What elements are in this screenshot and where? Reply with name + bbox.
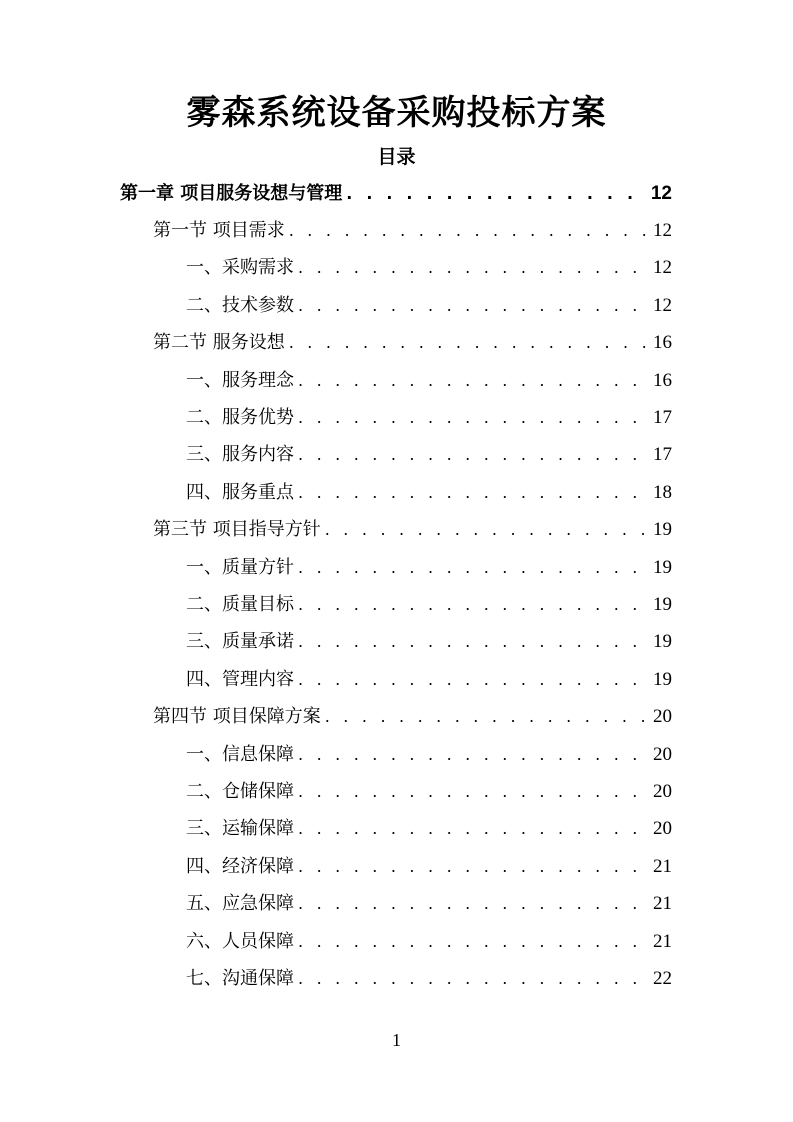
toc-entry-page: 20 bbox=[653, 706, 672, 728]
toc-entry-page: 17 bbox=[653, 407, 672, 429]
toc-entry[interactable] bbox=[153, 325, 672, 362]
toc-entry-title: 二、技术参数 bbox=[186, 294, 294, 316]
toc-dot-leader bbox=[298, 481, 649, 505]
toc-entry-title: 二、质量目标 bbox=[186, 594, 294, 616]
toc-entry[interactable] bbox=[186, 773, 672, 810]
toc-dot-leader bbox=[298, 294, 649, 318]
toc-entry-title: 第四节 项目保障方案 bbox=[153, 706, 321, 728]
toc-entry[interactable] bbox=[186, 960, 672, 997]
toc-dot-leader bbox=[298, 556, 649, 580]
toc-entry-page: 19 bbox=[653, 594, 672, 616]
toc-dot-leader bbox=[298, 967, 649, 991]
toc-entry-page: 19 bbox=[653, 668, 672, 690]
toc-entry[interactable] bbox=[186, 736, 672, 773]
toc-entry[interactable] bbox=[186, 250, 672, 287]
toc-entry-title: 七、沟通保障 bbox=[186, 968, 294, 990]
toc-dot-leader bbox=[298, 256, 649, 280]
toc-entry-title: 一、信息保障 bbox=[186, 743, 294, 765]
toc-entry-page: 21 bbox=[653, 893, 672, 915]
toc-entry-page: 17 bbox=[653, 444, 672, 466]
toc-entry-page: 18 bbox=[653, 481, 672, 503]
toc-dot-leader bbox=[298, 630, 649, 654]
toc-entry-title: 四、管理内容 bbox=[186, 668, 294, 690]
toc-entry-title: 四、经济保障 bbox=[186, 855, 294, 877]
toc-entry-page: 12 bbox=[653, 257, 672, 279]
toc-entry-title: 一、质量方针 bbox=[186, 556, 294, 578]
toc-entry[interactable] bbox=[186, 923, 672, 960]
toc-entry-title: 五、应急保障 bbox=[186, 893, 294, 915]
toc-entry-page: 20 bbox=[653, 743, 672, 765]
toc-entry[interactable] bbox=[186, 474, 672, 511]
toc-entry[interactable] bbox=[186, 811, 672, 848]
toc-entry-title: 六、人员保障 bbox=[186, 930, 294, 952]
toc-entry-page: 21 bbox=[653, 930, 672, 952]
toc-entry-page: 20 bbox=[653, 781, 672, 803]
toc-entry-page: 22 bbox=[653, 968, 672, 990]
toc-heading: 目录 bbox=[377, 146, 416, 168]
toc-entry-title: 一、服务理念 bbox=[186, 369, 294, 391]
toc-entry-title: 一、采购需求 bbox=[186, 257, 294, 279]
page-number: 1 bbox=[392, 1030, 401, 1050]
toc-dot-leader bbox=[298, 817, 649, 841]
toc-entry[interactable] bbox=[186, 586, 672, 623]
toc-dot-leader bbox=[325, 518, 649, 542]
toc-entry-title: 二、服务优势 bbox=[186, 407, 294, 429]
toc-dot-leader bbox=[289, 219, 649, 243]
toc-entry-page: 12 bbox=[650, 182, 672, 204]
toc-entry-page: 19 bbox=[653, 519, 672, 541]
toc-entry-title: 四、服务重点 bbox=[186, 481, 294, 503]
toc-entry-title: 二、仓储保障 bbox=[186, 781, 294, 803]
toc-dot-leader bbox=[298, 443, 649, 467]
toc-entry-page: 12 bbox=[653, 294, 672, 316]
toc-dot-leader bbox=[298, 406, 649, 430]
toc-entry-page: 16 bbox=[653, 369, 672, 391]
toc-entry-title: 第三节 项目指导方针 bbox=[153, 519, 321, 541]
toc-entry[interactable] bbox=[153, 512, 672, 549]
toc-entry[interactable] bbox=[186, 848, 672, 885]
toc-dot-leader bbox=[325, 705, 649, 729]
toc-dot-leader bbox=[289, 331, 649, 355]
toc-entry-title: 三、质量承诺 bbox=[186, 631, 294, 653]
toc-entry[interactable] bbox=[186, 624, 672, 661]
document-title: 雾森系统设备采购投标方案 bbox=[186, 93, 607, 133]
toc-entry-page: 21 bbox=[653, 855, 672, 877]
toc-entry-page: 19 bbox=[653, 631, 672, 653]
toc-entry[interactable] bbox=[186, 437, 672, 474]
toc-dot-leader bbox=[298, 892, 649, 916]
toc-entry-title: 三、运输保障 bbox=[186, 818, 294, 840]
toc-entry-page: 20 bbox=[653, 818, 672, 840]
toc-entry-title: 第一章 项目服务设想与管理 bbox=[120, 182, 343, 204]
toc-entry-title: 第一节 项目需求 bbox=[153, 220, 285, 242]
toc-entry-title: 第二节 服务设想 bbox=[153, 332, 285, 354]
toc-entry[interactable] bbox=[186, 549, 672, 586]
toc-dot-leader bbox=[298, 668, 649, 692]
toc-entry-page: 16 bbox=[653, 332, 672, 354]
toc-entry[interactable] bbox=[186, 886, 672, 923]
toc-dot-leader bbox=[298, 930, 649, 954]
toc-entry[interactable] bbox=[186, 287, 672, 324]
toc-dot-leader bbox=[346, 182, 647, 206]
toc-entry[interactable] bbox=[186, 661, 672, 698]
toc-entry[interactable] bbox=[120, 175, 672, 212]
toc-entry[interactable] bbox=[153, 699, 672, 736]
toc-dot-leader bbox=[298, 369, 649, 393]
toc-entry-page: 19 bbox=[653, 556, 672, 578]
toc-entry[interactable] bbox=[153, 212, 672, 249]
toc-dot-leader bbox=[298, 593, 649, 617]
toc-entry[interactable] bbox=[186, 399, 672, 436]
toc-entry-title: 三、服务内容 bbox=[186, 444, 294, 466]
toc-dot-leader bbox=[298, 743, 649, 767]
toc-dot-leader bbox=[298, 780, 649, 804]
toc-entry[interactable] bbox=[186, 362, 672, 399]
toc-dot-leader bbox=[298, 855, 649, 879]
toc-entry-page: 12 bbox=[653, 220, 672, 242]
